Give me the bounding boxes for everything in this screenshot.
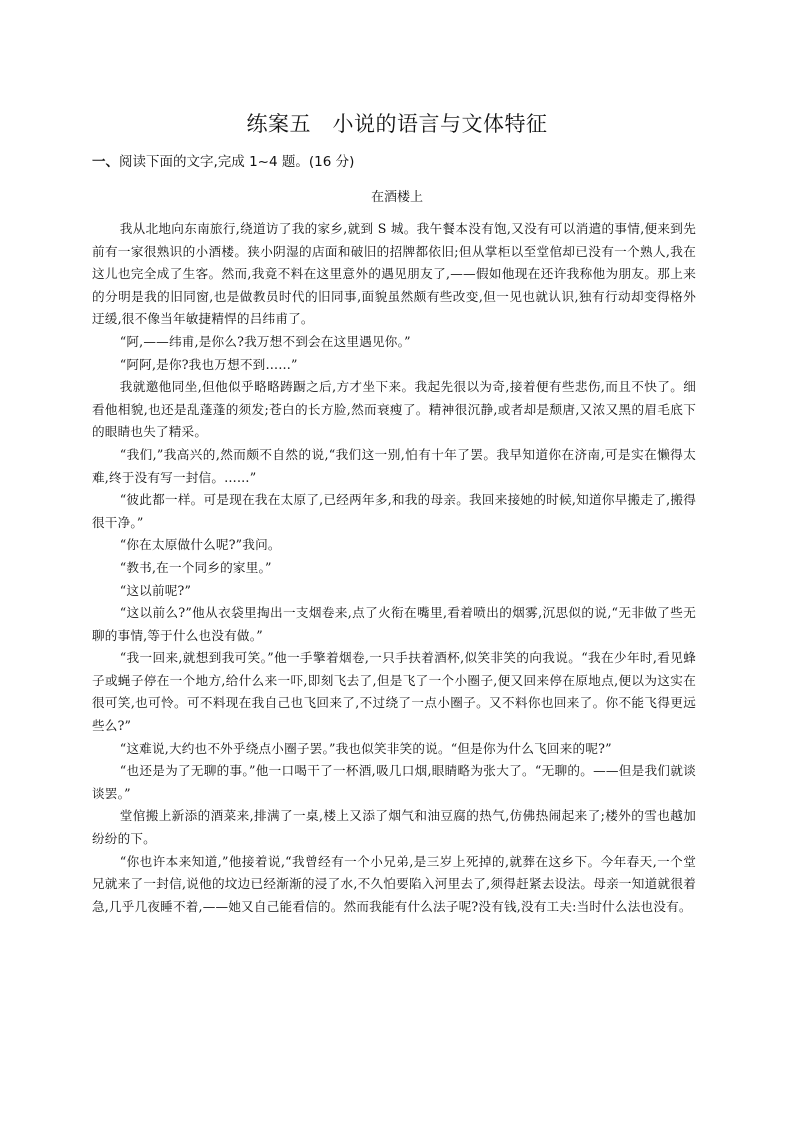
paragraph: “彼此都一样。可是现在我在太原了,已经两年多,和我的母亲。我回来接她的时候,知道你早搬走了,搬得很干净。” — [92, 492, 696, 530]
paragraph: “我们,”我高兴的,然而颇不自然的说,“我们这一别,怕有十年了罢。我早知道你在济南,可是实在懒得太难,终于没有写一封信。……” — [92, 446, 696, 485]
story-title: 在酒楼上 — [370, 190, 423, 205]
paragraph: “也还是为了无聊的事。”他一口喝干了一杯酒,吸几口烟,眼睛略为张大了。“无聊的。——但是我们就谈谈罢。” — [92, 763, 696, 801]
paragraph: “你在太原做什么呢?”我问。 — [119, 537, 281, 553]
paragraph: “这以前呢?” — [119, 582, 192, 598]
section-number: 一、 — [92, 154, 119, 170]
paragraph: 我从北地向东南旅行,绕道访了我的家乡,就到 S 城。我午餐本没有饱,又没有可以消遣的事情,便来到先前有一家很熟识的小酒楼。狭小阴湿的店面和破旧的招牌都依旧;但从掌柜以至堂倌却已没有一个熟人,我在这儿也完全成了生客。然而,我竟不料在这里意外的遇见朋友了,——假如他现在还许我称他为朋友。那上来的分明是我的旧同窗,也是做教员时代的旧同事,面貌虽然颇有些改变,但一见也就认识,独有行动却变得格外迂缓,很不像当年敏捷精悍的吕纬甫了。 — [92, 221, 696, 327]
page-title: 练案五 小说的语言与文体特征 — [246, 112, 548, 136]
paragraph: “我一回来,就想到我可笑。”他一手擎着烟卷,一只手扶着酒杯,似笑非笑的向我说。“我在少年时,看见蜂子或蝇子停在一个地方,给什么来一吓,即刻飞去了,但是飞了一个小圈子,便又回来停在原地点,便以为这实在很可笑,也可怜。可不料现在我自己也飞回来了,不过绕了一点小圈子。又不料你也回来了。你不能飞得更远些么?” — [92, 650, 696, 734]
paragraph: “这以前么?”他从衣袋里掏出一支烟卷来,点了火衔在嘴里,看着喷出的烟雾,沉思似的说,“无非做了些无聊的事情,等于什么也没有做。” — [92, 605, 696, 643]
story-body — [92, 218, 696, 918]
paragraph: “这难说,大约也不外乎绕点小圈子罢。”我也似笑非笑的说。“但是你为什么飞回来的呢?” — [119, 740, 612, 756]
paragraph: “阿阿,是你?我也万想不到……” — [119, 356, 298, 372]
paragraph: 堂倌搬上新添的酒菜来,排满了一桌,楼上又添了烟气和油豆腐的热气,仿佛热闹起来了;楼外的雪也越加纷纷的下。 — [92, 808, 696, 847]
paragraph: “教书,在一个同乡的家里。” — [119, 559, 272, 575]
section-instruction: 阅读下面的文字,完成 1~4 题。(16 分) — [119, 154, 355, 170]
paragraph: “阿,——纬甫,是你么?我万想不到会在这里遇见你。” — [119, 333, 411, 349]
paragraph: “你也许本来知道,”他接着说,“我曾经有一个小兄弟,是三岁上死掉的,就葬在这乡下。今年春天,一个堂兄就来了一封信,说他的坟边已经渐渐的浸了水,不久怕要陷入河里去了,须得赶紧去设法。母亲一知道就很着急,几乎几夜睡不着,——她又自己能看信的。然而我能有什么法子呢?没有钱,没有工夫:当时什么法也没有。 — [92, 853, 696, 914]
paragraph: 我就邀他同坐,但他似乎略略踌蹰之后,方才坐下来。我起先很以为奇,接着便有些悲伤,而且不快了。细看他相貌,也还是乱蓬蓬的须发;苍白的长方脸,然而衰瘦了。精神很沉静,或者却是颓唐,又浓又黑的眉毛底下的眼睛也失了精采。 — [92, 379, 696, 440]
section-heading — [92, 150, 354, 170]
